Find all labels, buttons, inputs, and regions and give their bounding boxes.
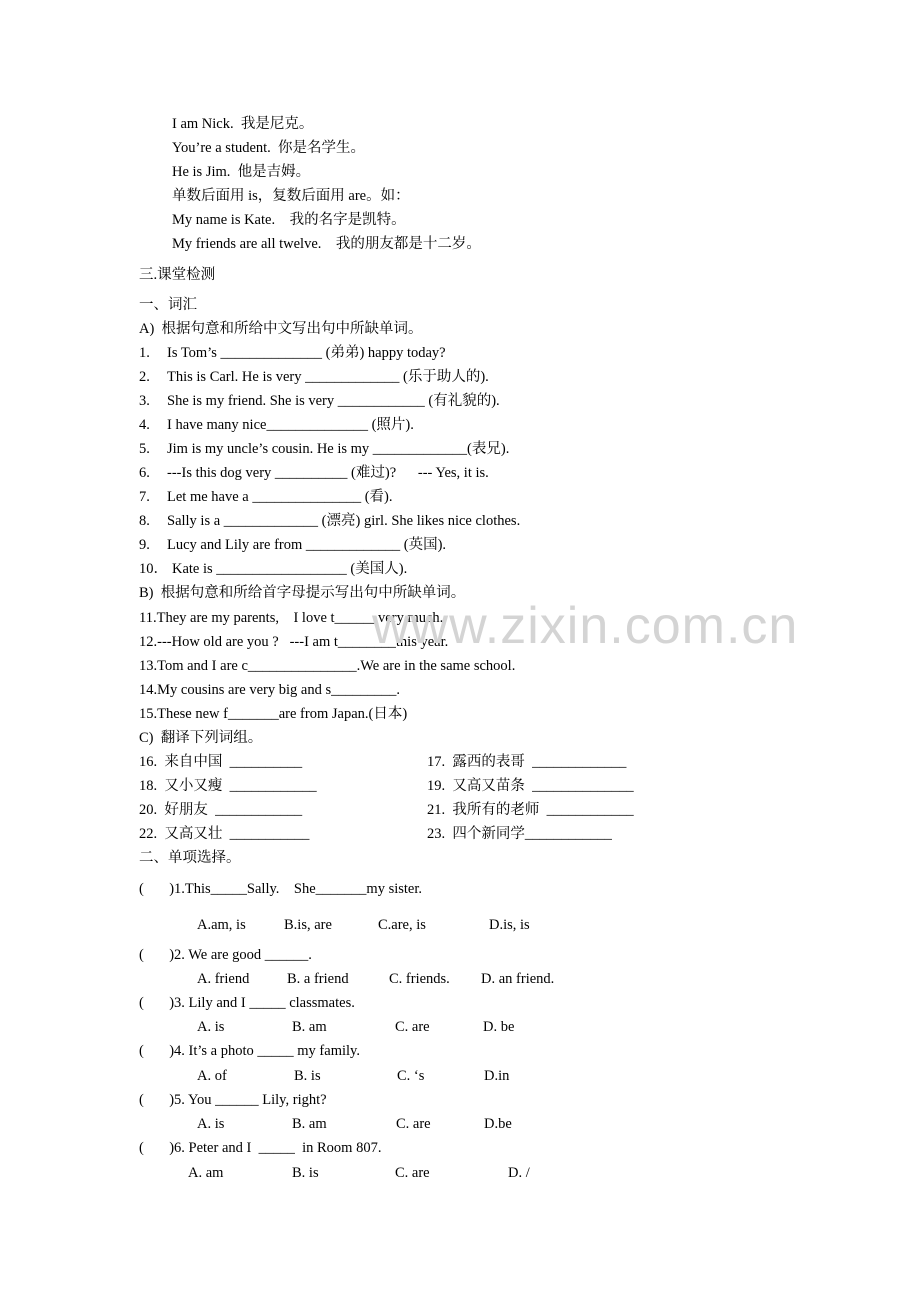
intro-line: He is Jim. 他是吉姆。: [172, 164, 311, 180]
question-number: 6.: [139, 465, 150, 481]
question-number: 9.: [139, 537, 150, 553]
translation-item: 18. 又小又瘦 ____________: [139, 778, 317, 794]
intro-line: You’re a student. 你是名学生。: [172, 140, 366, 156]
question-text: 14.My cousins are very big and s_________.: [139, 682, 400, 698]
part-c-instruction: C) 翻译下列词组。: [139, 730, 263, 746]
translation-item: 19. 又高又苗条 ______________: [427, 778, 634, 794]
option: A. is: [197, 1019, 225, 1035]
question-text: Let me have a _______________ (看).: [167, 489, 393, 505]
question-text: 11.They are my parents, I love t______very much.: [139, 610, 444, 626]
intro-line: My friends are all twelve. 我的朋友都是十二岁。: [172, 236, 481, 252]
watermark: www.zixin.com.cn: [372, 597, 799, 655]
question-text: I have many nice______________ (照片).: [167, 417, 414, 433]
part-a-instruction: A) 根据句意和所给中文写出句中所缺单词。: [139, 321, 423, 337]
question-text: 13.Tom and I are c_______________.We are in the same school.: [139, 658, 516, 674]
translation-item: 16. 来自中国 __________: [139, 754, 303, 770]
question-stem: ( )3. Lily and I _____ classmates.: [139, 995, 355, 1011]
question-number: 2.: [139, 369, 150, 385]
option: C. ‘s: [397, 1068, 425, 1084]
question-stem: ( )1.This_____Sally. She_______my sister.: [139, 881, 423, 897]
question-number: 5.: [139, 441, 150, 457]
part-b-instruction: B) 根据句意和所给首字母提示写出句中所缺单词。: [139, 585, 466, 601]
question-number: 7.: [139, 489, 150, 505]
question-stem: ( )5. You ______ Lily, right?: [139, 1092, 327, 1108]
option: B. is: [294, 1068, 321, 1084]
translation-item: 22. 又高又壮 ___________: [139, 826, 310, 842]
question-number: 4.: [139, 417, 150, 433]
intro-line: 单数后面用 is，复数后面用 are。如：: [172, 188, 410, 204]
question-text: Lucy and Lily are from _____________ (英国).: [167, 537, 447, 553]
option: B. is: [292, 1165, 319, 1181]
option: B.is, are: [284, 917, 332, 933]
option: D. be: [483, 1019, 515, 1035]
option: A.am, is: [197, 917, 246, 933]
question-text: She is my friend. She is very ____________ (有礼貌的).: [167, 393, 500, 409]
option: C. are: [395, 1165, 430, 1181]
question-text: Jim is my uncle’s cousin. He is my _____________(表兄).: [167, 441, 510, 457]
question-stem: ( )6. Peter and I _____ in Room 807.: [139, 1140, 382, 1156]
choice-heading: 二、单项选择。: [139, 850, 241, 866]
question-stem: ( )4. It’s a photo _____ my family.: [139, 1043, 360, 1059]
option: D. an friend.: [481, 971, 555, 987]
intro-line: I am Nick. 我是尼克。: [172, 116, 314, 132]
question-text: 12.---How old are you ? ---I am t________this year.: [139, 634, 449, 650]
question-text: Kate is __________________ (美国人).: [172, 561, 408, 577]
question-text: This is Carl. He is very _____________ (乐于助人的).: [167, 369, 489, 385]
question-text: Sally is a _____________ (漂亮) girl. She likes nice clothes.: [167, 513, 521, 529]
translation-item: 21. 我所有的老师 ____________: [427, 802, 634, 818]
option: D.be: [484, 1116, 512, 1132]
option: B. am: [292, 1019, 327, 1035]
option: A. is: [197, 1116, 225, 1132]
question-number: 3.: [139, 393, 150, 409]
option: C.are, is: [378, 917, 426, 933]
option: C. friends.: [389, 971, 450, 987]
option: C. are: [396, 1116, 431, 1132]
vocab-heading: 一、词汇: [139, 297, 197, 313]
translation-item: 20. 好朋友 ____________: [139, 802, 303, 818]
option: A. friend: [197, 971, 250, 987]
option: D.is, is: [489, 917, 530, 933]
question-number: 1.: [139, 345, 150, 361]
translation-item: 23. 四个新同学____________: [427, 826, 612, 842]
option: D. /: [508, 1165, 530, 1181]
option: C. are: [395, 1019, 430, 1035]
question-number: 8.: [139, 513, 150, 529]
question-text: ---Is this dog very __________ (难过)? --- Yes, it is.: [167, 465, 489, 481]
question-number: 10．: [139, 561, 168, 577]
section-title: 三.课堂检测: [139, 267, 216, 283]
option: D.in: [484, 1068, 510, 1084]
question-text: Is Tom’s ______________ (弟弟) happy today?: [167, 345, 446, 361]
option: A. am: [188, 1165, 224, 1181]
intro-line: My name is Kate. 我的名字是凯特。: [172, 212, 406, 228]
option: A. of: [197, 1068, 227, 1084]
question-text: 15.These new f_______are from Japan.(日本): [139, 706, 408, 722]
translation-item: 17. 露西的表哥 _____________: [427, 754, 627, 770]
question-stem: ( )2. We are good ______.: [139, 947, 312, 963]
option: B. am: [292, 1116, 327, 1132]
option: B. a friend: [287, 971, 349, 987]
